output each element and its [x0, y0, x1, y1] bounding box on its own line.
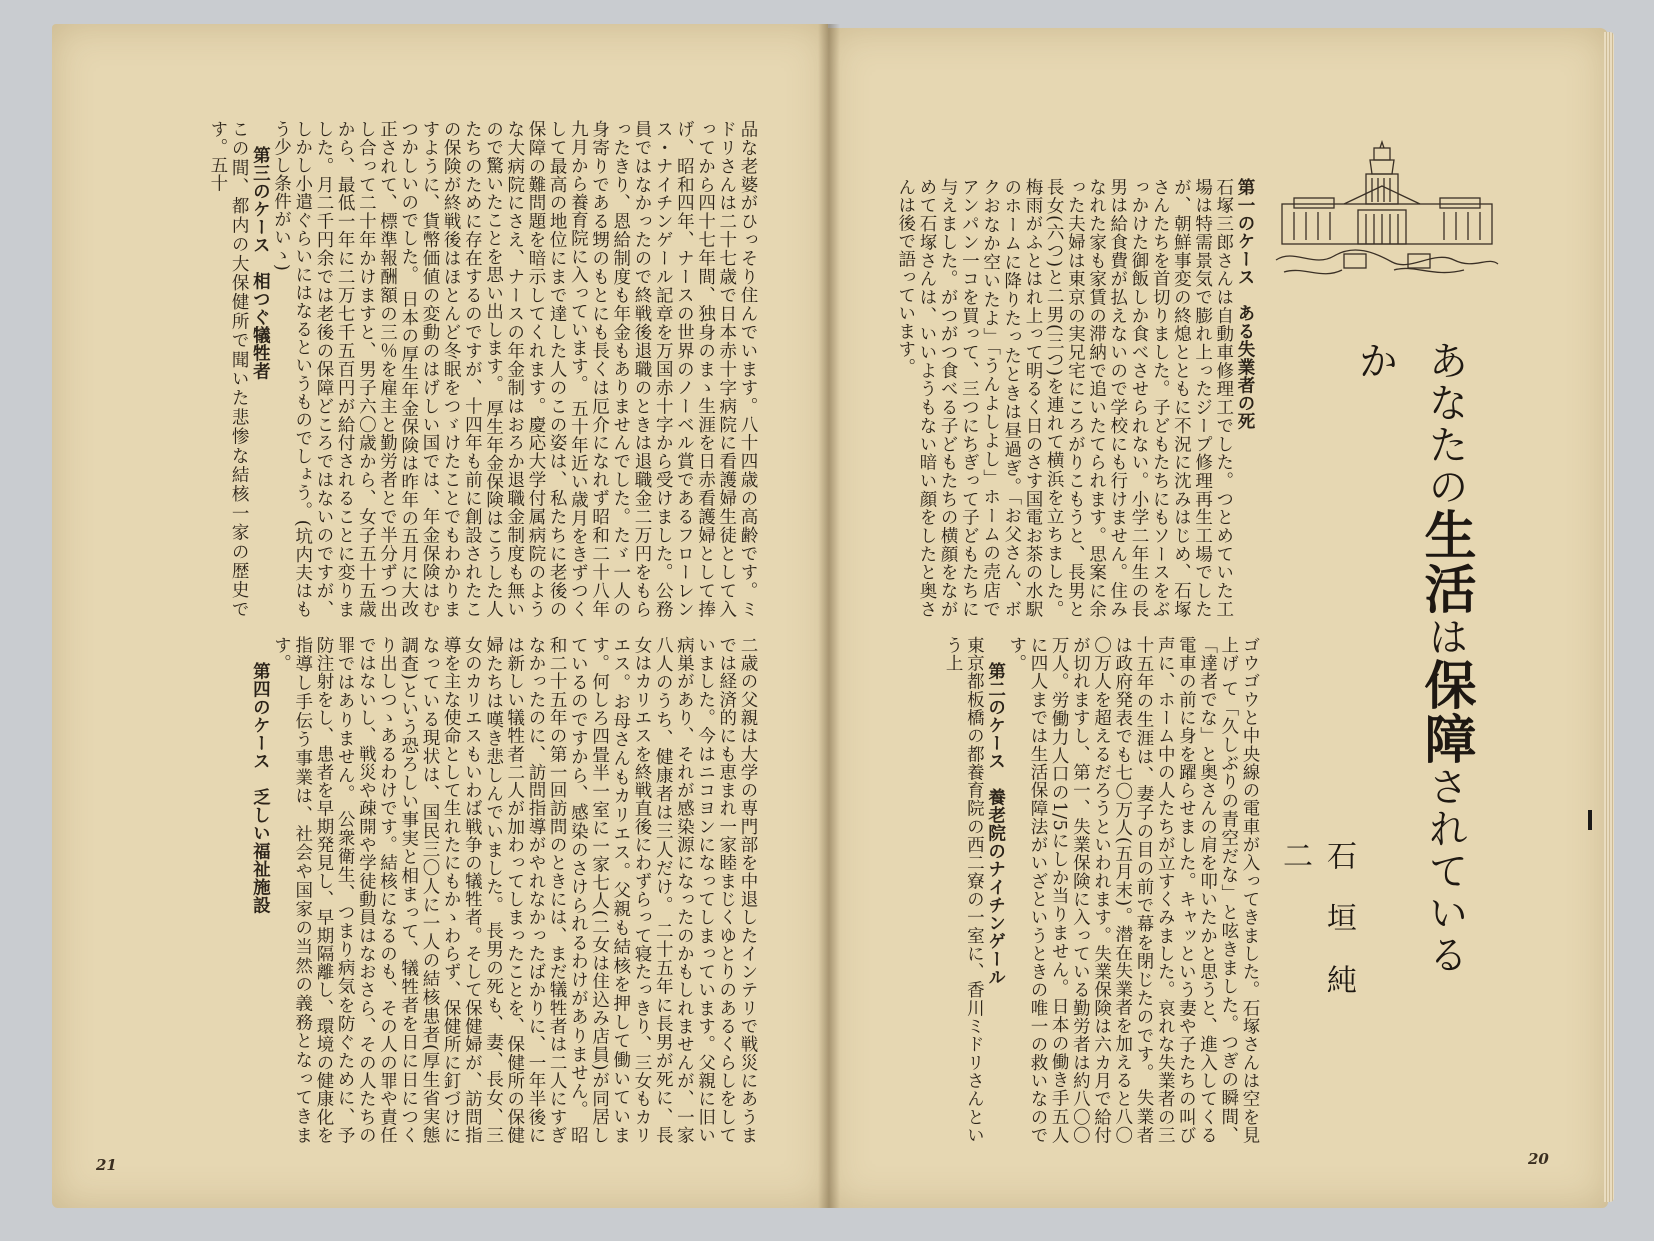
book-gutter: [818, 24, 840, 1208]
article-title: [1352, 340, 1480, 1000]
title-kanji-2: 保障: [1415, 658, 1476, 766]
page-number-right: 20: [1528, 1150, 1549, 1168]
national-diet-building-icon: [1274, 140, 1500, 310]
right-lower-lead: ゴウゴウと中央線の電車が入ってきました。石塚さんは空を見上げ: [1218, 636, 1260, 1144]
case-three-heading: 第三のケース 相つぐ犠牲者: [250, 146, 271, 381]
title-kana-3: されているか: [1352, 340, 1468, 976]
page-number-left: 21: [96, 1156, 117, 1174]
right-lower-body: て「久しぶりの青空だな」と呟きました。つぎの瞬間、「達者でな」と奥さんの肩を叩いたかと思うと、進入してくる電車の前に身を躍らせました。キャッという妻や子たちの叫び声に、ホーム中の人たちが立すくみました。哀れな失業者の三十五年の生涯は、妻子の目の前で幕を閉じたのです。 失業者は政府発表でも七〇万人(五月末)。潜在失業者を加えると八〇〇万人を超えるだろうといわれます。失業保険は六カ月で給付が切れますし、第一、失業保険に入っている勤労者は約八〇〇万人。労働力人口の1/5にしか当りません。日本の働き手五人に四人までは生活保障法がいざというときの唯一の救いなのです。: [1006, 636, 1239, 1145]
right-lower-text-block: [880, 636, 1260, 1144]
left-upper-body: 品な老婆がひっそり住んでいます。八十四歳の高齢です。ミドリさんは二十七歳で日本赤十字病院に看護婦生徒として入ってから四十七年間、独身のまゝ生涯を日赤看護婦として捧げ、昭和四年、ナースの世界のノーベル賞であるフローレンス・ナイチンゲール記章を万国赤十字から受けました。公務員ではなかったので終戦後退職のときは退職金二万円をもらったきり、恩給制度も年金もありませんでした。たゞ一人の身寄りである甥のもとにも長くは厄介になれず昭和二十八年九月から養育院に入っています。 五十年近い歳月をきずつくして最高の地位にまで達した人のこの姿は、私たちに老後の保障の難問題を暗示してくれます。慶応大学付属病院のような大病院にさえ、ナースの年金制はおろか退職金制度も無いので驚いたことを思い出します。 厚生年金保険はこうした人たちのために存在するのですが、十四年も前に創設されたこの保険が終戦後はほとんど冬眠をつゞけたことでもわかりますように、貨幣価値の変動のはげしい国では、年金保険はむつかしいのでした。 日本の厚生年金保険は昨年の五月に大改正されて、標準報酬額の三％を雇主と勤労者とで半分ずつ出し合って二十年かけますと、男子六〇歳から、女子五十五歳から、最低一年に二万七千五百円が給付されることに変りました。月二千円余では老後の保障どころではないのですが、しかし小遣ぐらいにはなるというものでしょう。(坑内夫はもう少し条件がいゝ): [271, 120, 758, 619]
right-upper-text-block: [880, 178, 1255, 618]
right-lower-after-heading: 東京都板橋の都養育院の西二寮の一室に、香川ミドリさんという上: [943, 636, 985, 1144]
page-edges: [1604, 32, 1614, 1202]
page-edge-mark: [1588, 810, 1592, 830]
title-kana-1: あなたの: [1422, 340, 1468, 508]
author-name: 石垣純二: [1277, 840, 1356, 1026]
case-four-heading: 第四のケース 乏しい福祉施設: [250, 662, 271, 915]
left-upper-after-heading: この間、都内の大保健所で聞いた悲惨な結核一家の歴史です。五十: [207, 120, 250, 618]
case-two-heading: 第二のケース 養老院のナイチンゲール: [985, 662, 1006, 987]
left-upper-text-block: [96, 120, 758, 618]
left-lower-text-block: [96, 636, 758, 1144]
left-lower-body: 二歳の父親は大学の専門部を中退したインテリで戦災にあうまでは経済的にも恵まれ一家睦まじくゆとりのあるくらしをしていました。今はニコヨンになってしまっています。父親に旧い病巣があり、それが感染源になったのかもしれませんが、一家八人のうち、健康者は三人だけ。 二十五年に長男が死に、長女はカリエスを終戦直後にわずらって寝たっきり、三女もカリエス。お母さんもカリエス。父親も結核を押して働いています。何しろ四畳半一室に一家七人(二女は住込み店員)が同居しているのですから、感染のさけられるわけがありません。 昭和二十五年の第一回訪問のときには、まだ犠牲者は二人にすぎなかったのに、訪問指導がやれなかったばかりに、一年半後には新しい犠牲者二人が加わってしまったことを、保健所の保健婦たちは嘆き悲しんでいました。 長男の死も、妻、長女、三女のカリエスもいわば戦争の犠牲者。そして保健婦が、訪問指導を主な使命として生れたにもかゝわらず、保健所に釘づけになっている現状は、国民三〇人に一人の結核患者(厚生省実態調査)という恐ろしい事実と相まって、犠牲者を日に日につくり出しつゝあるわけです。結核になるのも、その人の罪や責任ではないし、戦災や疎開や学徒動員はなおさら、その人たちの罪ではありません。 公衆衛生、つまり病気を防ぐために、予防注射をし、患者を早期発見し、早期隔離し、環境の健康化を指導し手伝う事業は、社会や国家の当然の義務となってきます。: [271, 636, 758, 1145]
title-kanji-1: 生活: [1415, 508, 1476, 616]
case-one-heading: 第一のケース ある失業者の死: [1235, 178, 1255, 430]
right-upper-body: 石塚三郎さんは自動車修理工でした。つとめていた工場は特需景気で膨れ上ったジープ修理再生工場でしたが、朝鮮事変の終熄とともに不況に沈みはじめ、石塚さんたちを首切りました。子どもたちにもソースをぶっかけた御飯しか食べさせられない。小学二年生の長男は給食費が払えないので学校にも行けません。住みなれた家も家賃の滞納で追いたてられます。思案に余った夫婦は東京の実兄宅にころがりこもうと、長男と長女(六つ)と二男(三つ)を連れて横浜を立ちました。 梅雨がふとはれ上って明るく日のさす国電お茶の水駅のホームに降りたったときは昼過ぎ。「お父さん、ボクおなか空いたよ」「うんよしよし」ホームの売店でアンパン一コを買って、三つにちぎって子どもたちに与えました。がつがつ食べる子どもたちの横顔をながめて石塚さんは、いいようもない暗い顔をしたと奥さんは後で語っています。: [895, 178, 1234, 619]
title-kana-2: は: [1422, 616, 1468, 658]
